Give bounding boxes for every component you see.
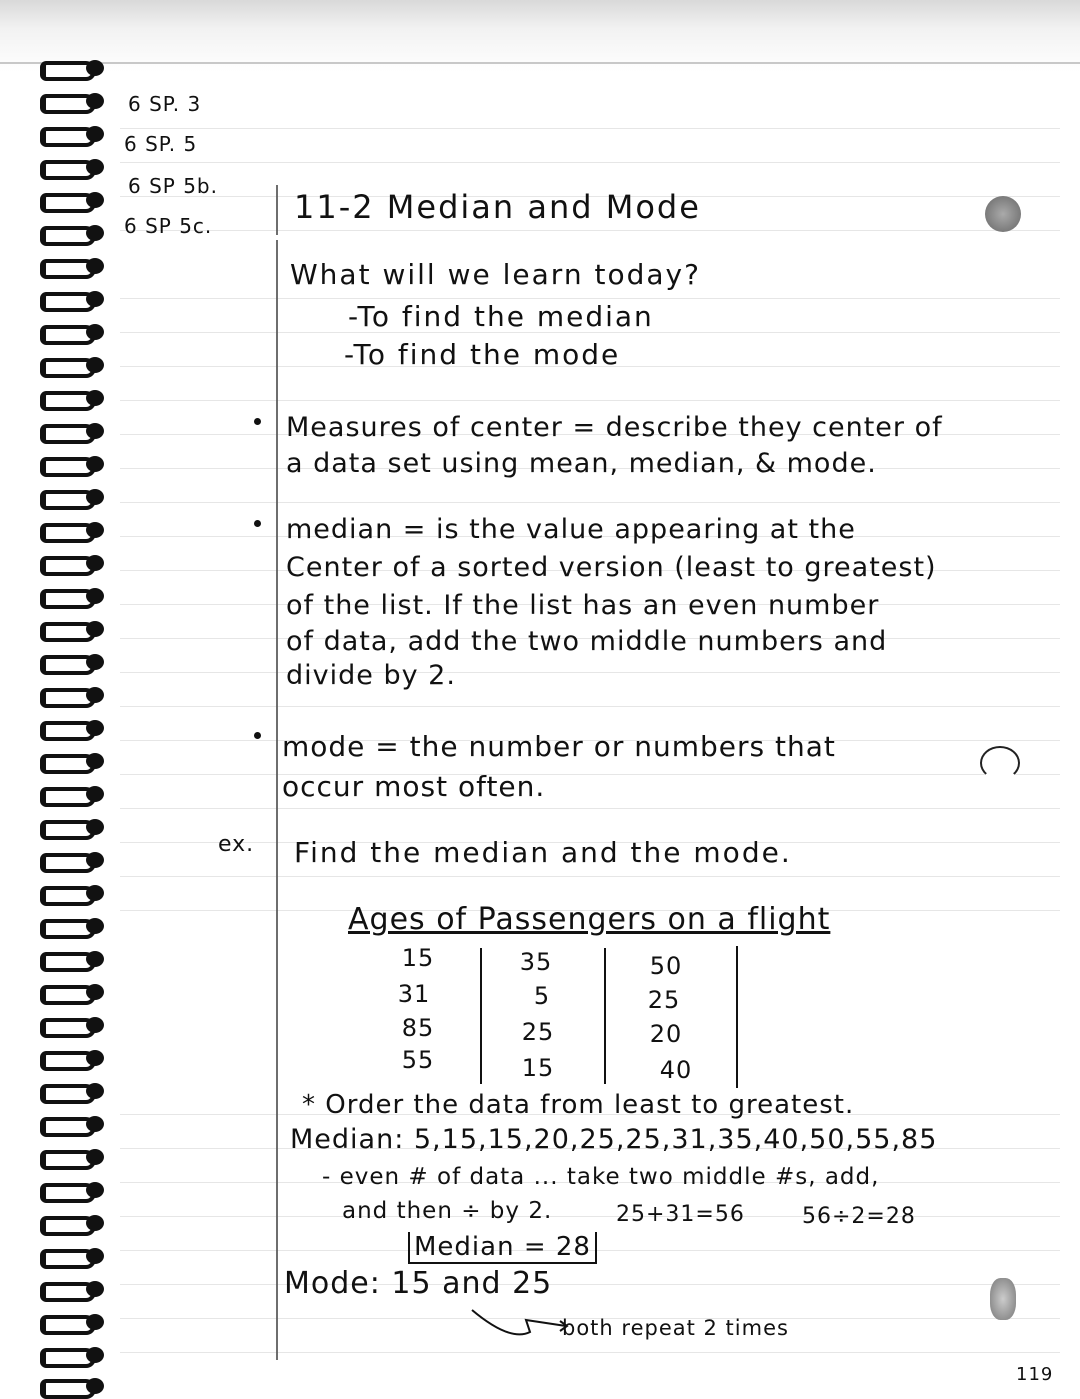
table-cell: 50 <box>649 952 683 980</box>
table-cell: 25 <box>647 986 681 1014</box>
table-cell: 25 <box>521 1018 555 1046</box>
definition-line: Center of a sorted version (least to greatest) <box>286 552 937 583</box>
margin-note: 6 SP 5b. <box>128 174 218 198</box>
example-label: ex. <box>218 832 255 857</box>
definition-line: divide by 2. <box>286 660 456 691</box>
median-list: Median: 5,15,15,20,25,25,31,35,40,50,55,85 <box>290 1124 938 1155</box>
margin-note: 6 SP 5c. <box>124 214 213 238</box>
page-title: 11-2 Median and Mode <box>294 188 701 226</box>
arrow-icon <box>470 1306 570 1346</box>
div-calc: 56÷2=28 <box>802 1204 916 1229</box>
margin-line <box>276 240 278 1360</box>
definition-line: Measures of center = describe they center of <box>286 412 943 443</box>
table-cell: 15 <box>401 944 435 972</box>
margin-note: 6 SP. 5 <box>124 132 198 156</box>
spiral-binding <box>36 58 118 1398</box>
page-top-edge <box>0 62 1080 64</box>
example-prompt: Find the median and the mode. <box>294 836 792 869</box>
table-cell: 55 <box>401 1046 435 1074</box>
even-note: - even # of data ... take two middle #s, add, <box>322 1164 880 1190</box>
definition-line: mode = the number or numbers that <box>282 730 836 763</box>
mode-answer: Mode: 15 and 25 <box>284 1266 553 1301</box>
page-top-band <box>0 0 1080 72</box>
learn-item: -To find the mode <box>344 338 621 371</box>
table-divider <box>736 946 738 1088</box>
median-answer: Median = 28 <box>408 1232 597 1264</box>
definition-line: of data, add the two middle numbers and <box>286 626 888 657</box>
page-number: 119 <box>1016 1364 1054 1385</box>
then-note: and then ÷ by 2. <box>342 1198 553 1224</box>
bullet <box>254 520 261 527</box>
repeat-note: both repeat 2 times <box>562 1316 789 1340</box>
punch-hole-top <box>985 196 1021 232</box>
table-divider <box>480 948 482 1084</box>
table-cell: 85 <box>401 1014 435 1042</box>
table-cell: 5 <box>533 982 551 1010</box>
order-note: * Order the data from least to greatest. <box>302 1090 855 1120</box>
definition-line: median = is the value appearing at the <box>286 514 856 545</box>
margin-line-top <box>276 185 278 235</box>
learn-question: What will we learn today? <box>290 258 701 291</box>
table-cell: 31 <box>397 980 431 1008</box>
table-title: Ages of Passengers on a flight <box>348 902 831 937</box>
punch-hole-bottom <box>990 1278 1016 1320</box>
margin-note: 6 SP. 3 <box>128 92 202 116</box>
punch-hole-middle <box>980 746 1020 780</box>
definition-line: a data set using mean, median, & mode. <box>286 448 877 479</box>
table-cell: 20 <box>649 1020 683 1048</box>
table-cell: 15 <box>521 1054 555 1082</box>
table-cell: 40 <box>659 1056 693 1084</box>
table-divider <box>604 948 606 1084</box>
definition-line: of the list. If the list has an even number <box>286 590 880 621</box>
bullet <box>254 732 261 739</box>
bullet <box>254 418 261 425</box>
table-cell: 35 <box>519 948 553 976</box>
learn-item: -To find the median <box>348 300 654 333</box>
definition-line: occur most often. <box>282 770 546 803</box>
sum-calc: 25+31=56 <box>616 1202 745 1227</box>
